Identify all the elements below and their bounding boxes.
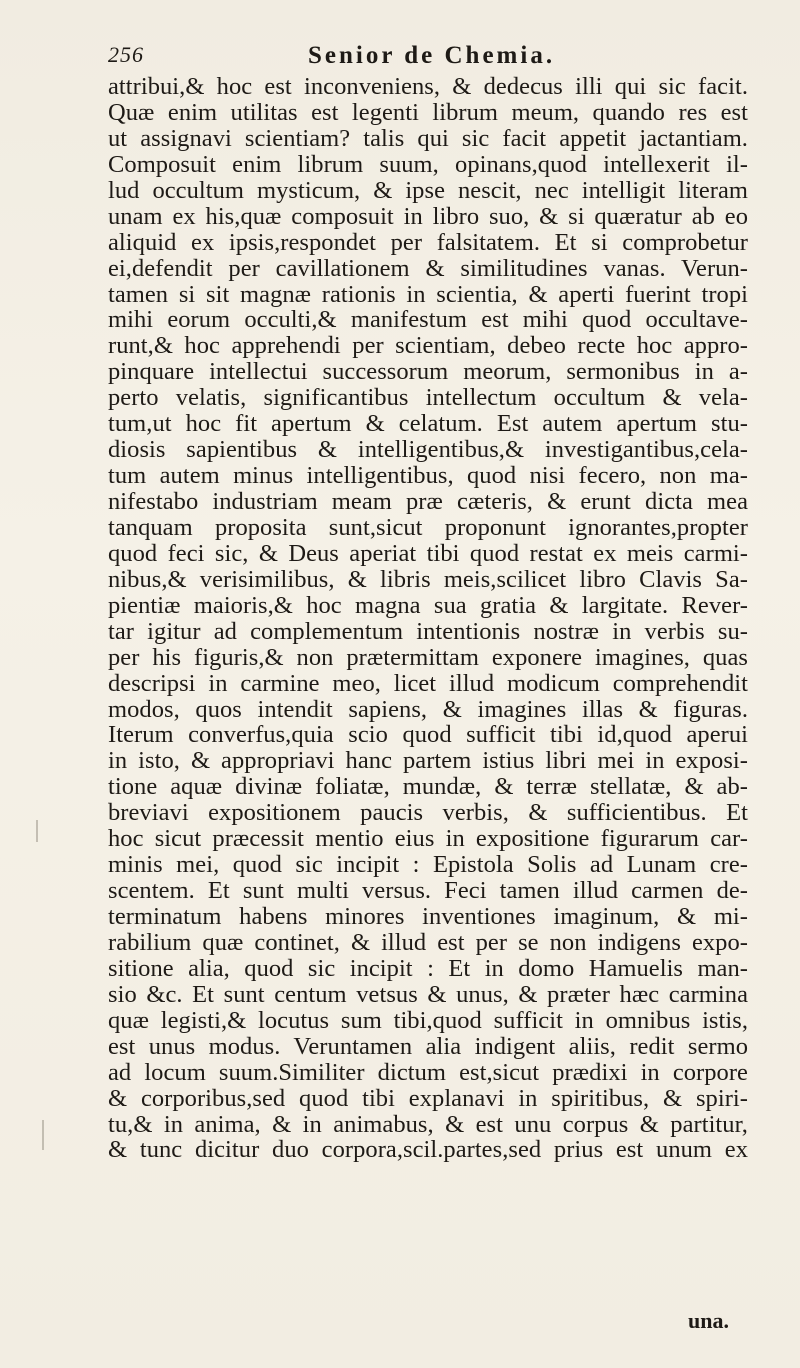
text-line: aliquid ex ipsis,respondet per falsitatem. Et si comprobetur (108, 228, 748, 256)
text-line: tar igitur ad complementum intentionis nostræ in verbis su- (108, 617, 748, 645)
text-line: tanquam proposita sunt,sicut proponunt ignorantes,propter (108, 513, 748, 541)
text-line: Composuit enim librum suum, opinans,quod intellexerit il- (108, 150, 748, 178)
text-line: nibus,& verisimilibus, & libris meis,scilicet libro Clavis Sa- (108, 565, 748, 593)
text-line: pientiæ maioris,& hoc magna sua gratia & largitate. Rever- (108, 591, 748, 619)
text-line: tamen si sit magnæ rationis in scientia, & aperti fuerint tropi (108, 280, 748, 308)
text-line: ei,defendit per cavillationem & similitudines vanas. Verun- (108, 254, 748, 282)
text-line: scentem. Et sunt multi versus. Feci tamen illud carmen de- (108, 877, 748, 905)
text-line: runt,& hoc apprehendi per scientiam, debeo recte hoc appro- (108, 332, 748, 360)
text-line: diosis sapientibus & intelligentibus,& investigantibus,cela- (108, 436, 748, 464)
text-line: tione aquæ divinæ foliatæ, mundæ, & terræ stellatæ, & ab- (108, 773, 748, 801)
text-line: Quæ enim utilitas est legenti librum meum, quando res est (108, 98, 748, 126)
text-line: sio &c. Et sunt centum vetsus & unus, & præter hæc carmina (108, 980, 748, 1008)
text-line: modos, quos intendit sapiens, & imagines illas & figuras. (108, 695, 748, 723)
text-line: & tunc dicitur duo corpora,scil.partes,sed prius est unum ex (108, 1136, 748, 1164)
text-line: ut assignavi scientiam? talis qui sic facit appetit jactantiam. (108, 124, 748, 152)
text-line: mihi eorum occulti,& manifestum est mihi quod occultave- (108, 306, 748, 334)
margin-mark (42, 1120, 44, 1150)
text-line: pinquare intellectui successorum meorum, sermonibus in a- (108, 358, 748, 386)
text-line: quod feci sic, & Deus aperiat tibi quod restat ex meis carmi- (108, 539, 748, 567)
text-line: tu,& in anima, & in animabus, & est unu corpus & partitur, (108, 1110, 748, 1138)
text-line: minis mei, quod sic incipit : Epistola Solis ad Lunam cre- (108, 851, 748, 879)
text-line: unam ex his,quæ composuit in libro suo, & si quæratur ab eo (108, 202, 748, 230)
text-line: & corporibus,sed quod tibi explanavi in spiritibus, & spiri- (108, 1084, 748, 1112)
text-line: ad locum suum.Similiter dictum est,sicut prædixi in corpore (108, 1058, 748, 1086)
text-line: quæ legisti,& locutus sum tibi,quod sufficit in omnibus istis, (108, 1006, 748, 1034)
text-line: in isto, & appropriavi hanc partem istius libri mei in exposi- (108, 747, 748, 775)
text-line: terminatum habens minores inventiones imaginum, & mi- (108, 903, 748, 930)
text-line: rabilium quæ continet, & illud est per se non indigens expo- (108, 928, 748, 956)
text-line: attribui,& hoc est inconveniens, & dedecus illi qui sic facit. (108, 73, 748, 100)
text-line: per his figuris,& non prætermittam exponere imagines, quas (108, 643, 748, 671)
text-line: tum autem minus intelligentibus, quod nisi fecero, non ma- (108, 462, 748, 490)
text-line: breviavi expositionem paucis verbis, & sufficientibus. Et (108, 799, 748, 827)
catchword: una. (688, 1308, 729, 1333)
text-line: tum,ut hoc fit apertum & celatum. Est autem apertum stu- (108, 410, 748, 438)
margin-mark (36, 820, 38, 842)
body-text (108, 74, 748, 1163)
text-line: lud occultum mysticum, & ipse nescit, nec intelligit literam (108, 176, 748, 204)
text-line: sitione alia, quod sic incipit : Et in domo Hamuelis man- (108, 954, 748, 982)
text-line: hoc sicut præcessit mentio eius in expositione figurarum car- (108, 825, 748, 853)
page-number: 256 (108, 42, 144, 67)
text-line: descripsi in carmine meo, licet illud modicum comprehendit (108, 669, 748, 697)
running-title: Senior de Chemia. (308, 42, 556, 69)
text-line: nifestabo industriam meam præ cæteris, & erunt dicta mea (108, 488, 748, 515)
page-header (108, 42, 748, 76)
text-line: est unus modus. Veruntamen alia indigent aliis, redit sermo (108, 1032, 748, 1060)
text-line: Iterum converfus,quia scio quod sufficit tibi id,quod aperui (108, 721, 748, 749)
text-line: perto velatis, significantibus intellectum occultum & vela- (108, 384, 748, 412)
